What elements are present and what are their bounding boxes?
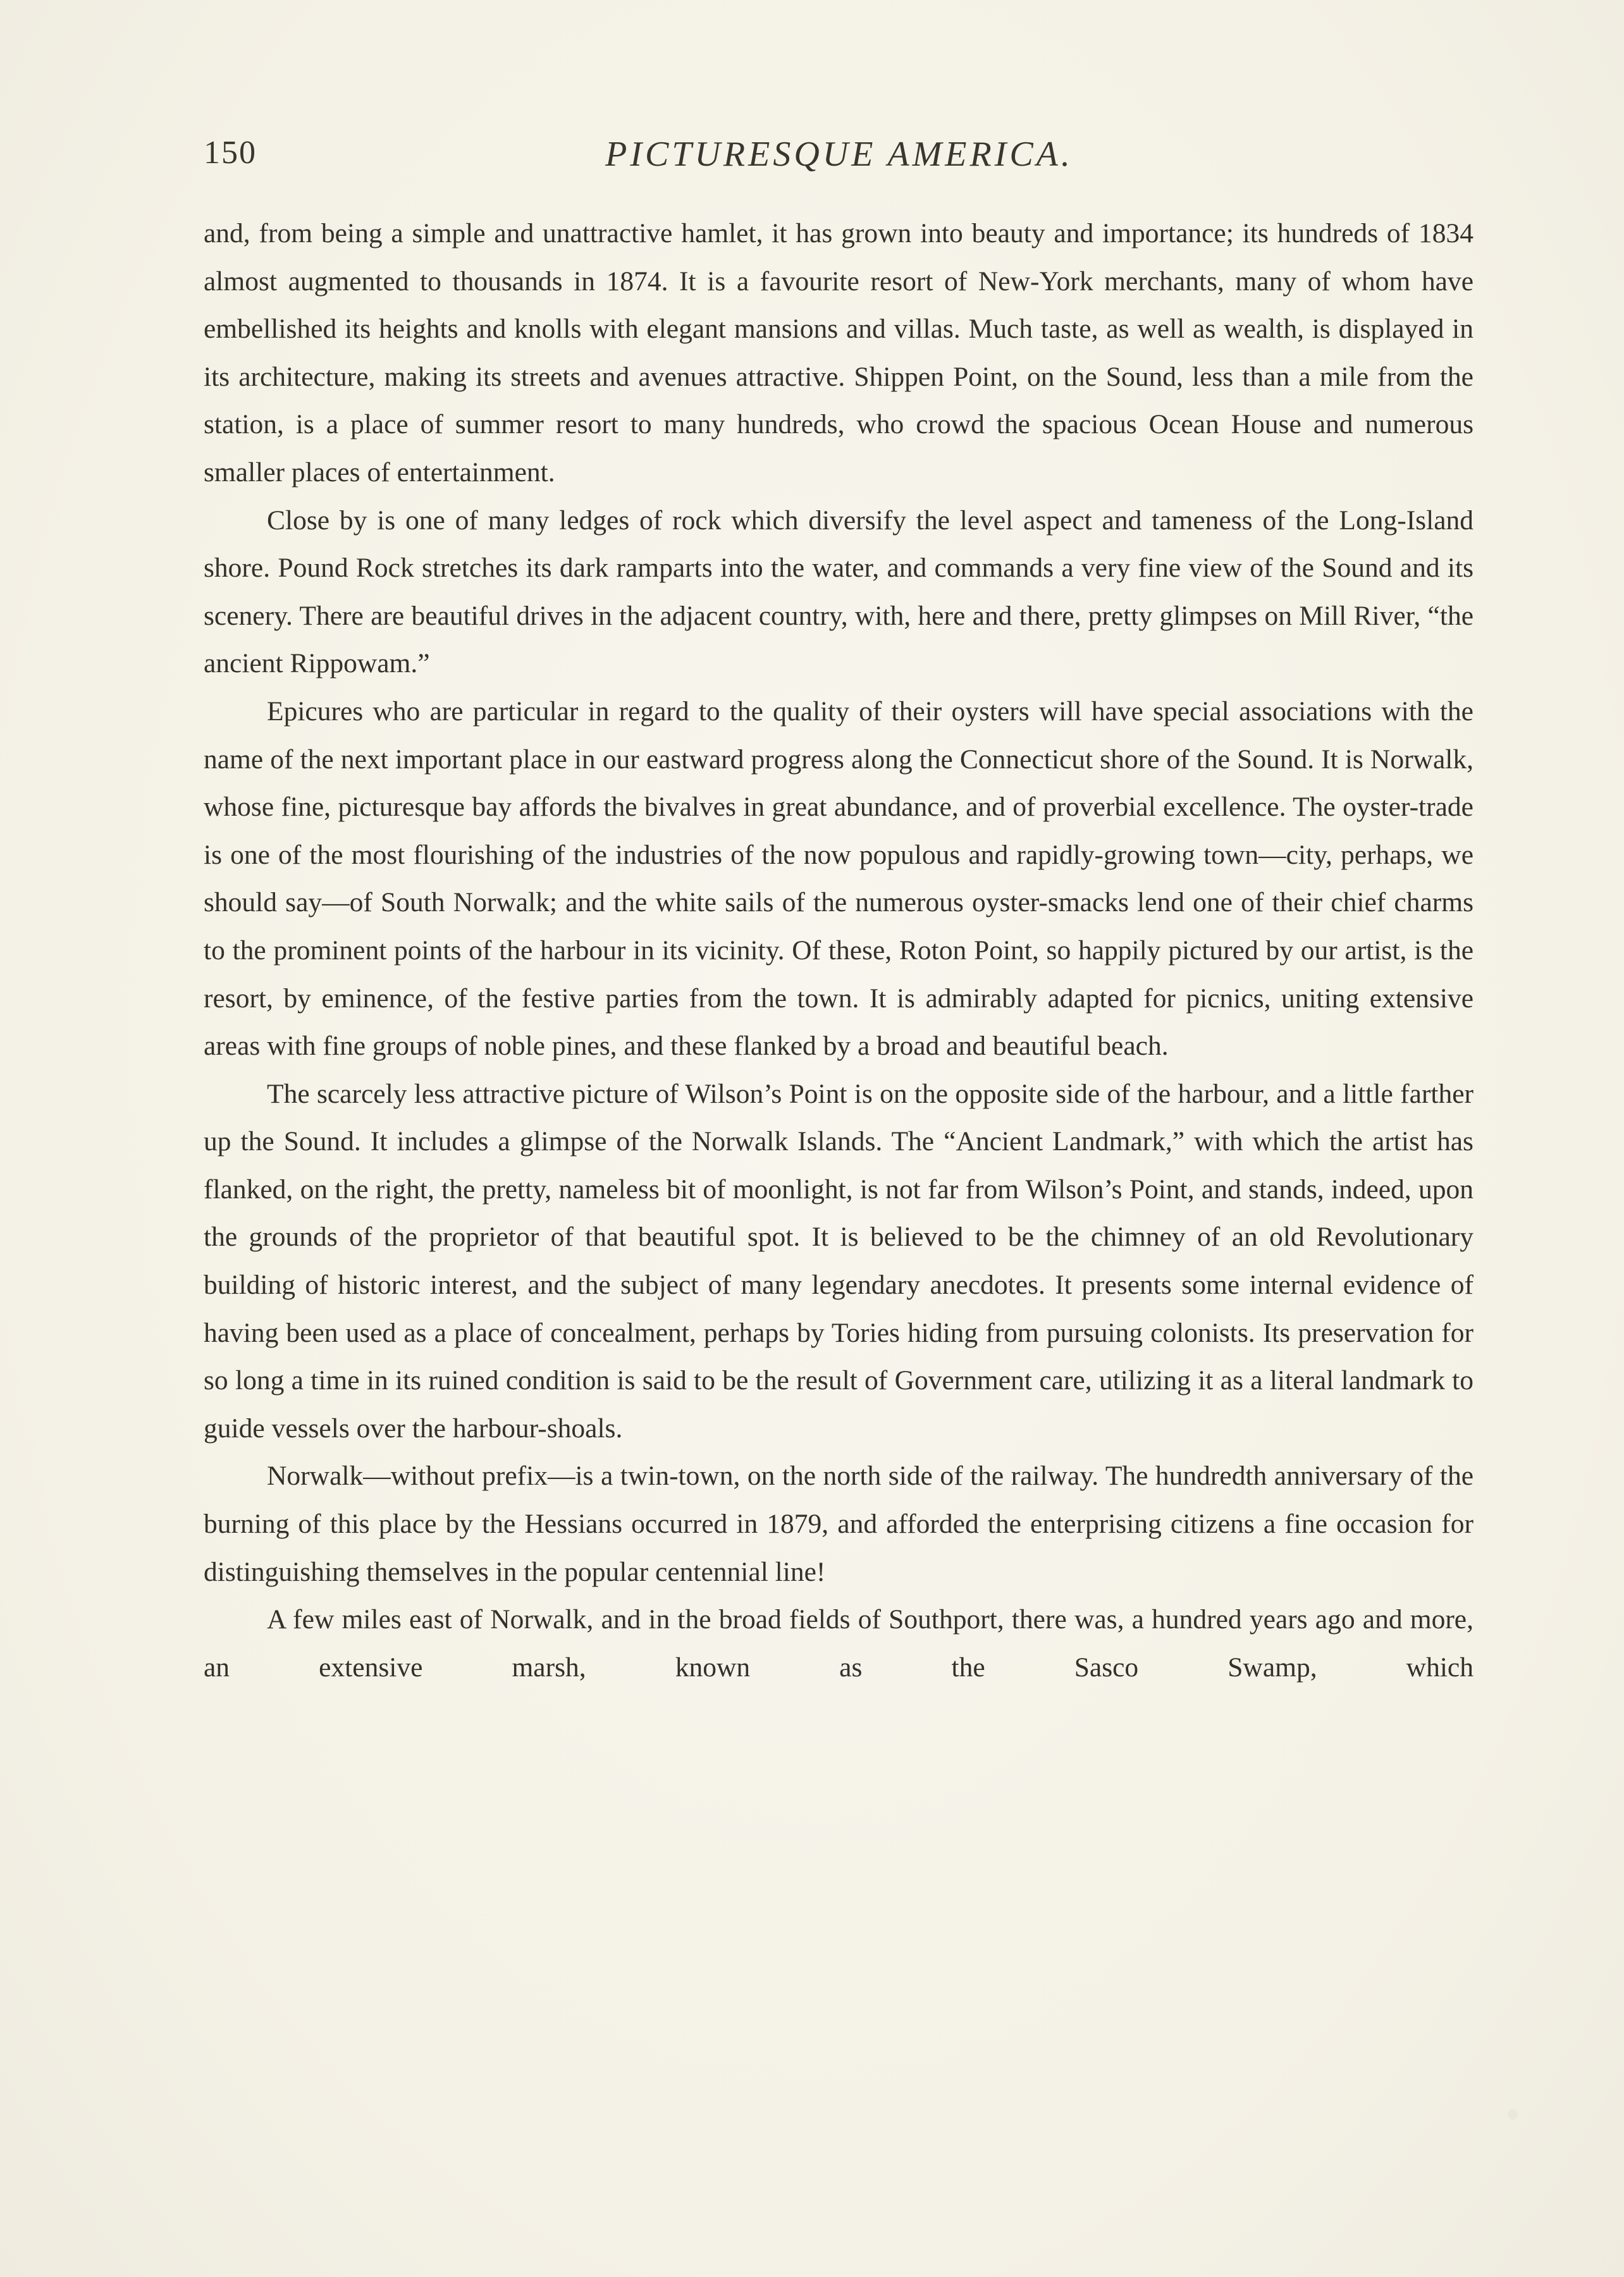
body-text <box>204 210 1473 1691</box>
paragraph-continuation: and, from being a simple and unattractive hamlet, it has grown into beauty and importance; its hundreds of 1834 almost augmented to thousands in 1874. It is a favourite resort of New-York merchants, many of whom have embellished its heights and knolls with elegant mansions and villas. Much taste, as well as wealth, is displayed in its architecture, making its streets and avenues attractive. Shippen Point, on the Sound, less than a mile from the station, is a place of summer resort to many hundreds, who crowd the spacious Ocean House and numerous smaller places of entertainment. <box>204 218 1473 488</box>
paragraph: The scarcely less attractive picture of Wilson’s Point is on the opposite side of the harbour, and a little farther up the Sound. It includes a glimpse of the Norwalk Islands. The “Ancient Landmark,” with which the artist has flanked, on the right, the pretty, nameless bit of moonlight, is not far from Wilson’s Point, and stands, indeed, upon the grounds of the proprietor of that beautiful spot. It is believed to be the chimney of an old Revolutionary building of historic interest, and the subject of many legendary anecdotes. It presents some internal evidence of having been used as a place of concealment, perhaps by Tories hiding from pursuing colonists. Its preservation for so long a time in its ruined condition is said to be the result of Government care, utilizing it as a literal landmark to guide vessels over the harbour-shoals. <box>204 1078 1473 1444</box>
page-number: 150 <box>204 135 257 171</box>
paper-blemish <box>1508 2109 1518 2120</box>
page-header <box>204 134 1475 191</box>
paragraph-continued-on-next-page: A few miles east of Norwalk, and in the broad fields of Southport, there was, a hundred years ago and more, an extensive marsh, known as the Sasco Swamp, which <box>204 1604 1473 1683</box>
paragraph: Norwalk—without prefix—is a twin-town, on the north side of the railway. The hundredth anniversary of the burning of this place by the Hessians occurred in 1879, and afforded the enterprising citizens a fine occasion for distinguishing themselves in the popular centennial line! <box>204 1461 1473 1587</box>
running-title: PICTURESQUE AMERICA. <box>605 135 1073 174</box>
paragraph: Epicures who are particular in regard to the quality of their oysters will have special associations with the name of the next important place in our eastward progress along the Connecticut shore of the Sound. It is Norwalk, whose fine, picturesque bay affords the bivalves in great abundance, and of proverbial excellence. The oyster-trade is one of the most flourishing of the industries of the now populous and rapidly-growing town—city, perhaps, we should say—of South Norwalk; and the white sails of the numerous oyster-smacks lend one of their chief charms to the prominent points of the harbour in its vicinity. Of these, Roton Point, so happily pictured by our artist, is the resort, by eminence, of the festive parties from the town. It is admirably adapted for picnics, uniting extensive areas with fine groups of noble pines, and these flanked by a broad and beautiful beach. <box>204 696 1473 1062</box>
paragraph: Close by is one of many ledges of rock which diversify the level aspect and tameness of the Long-Island shore. Pound Rock stretches its dark ramparts into the water, and commands a very fine view of the Sound and its scenery. There are beautiful drives in the adjacent country, with, here and there, pretty glimpses on Mill River, “the ancient Rippowam.” <box>204 505 1473 679</box>
